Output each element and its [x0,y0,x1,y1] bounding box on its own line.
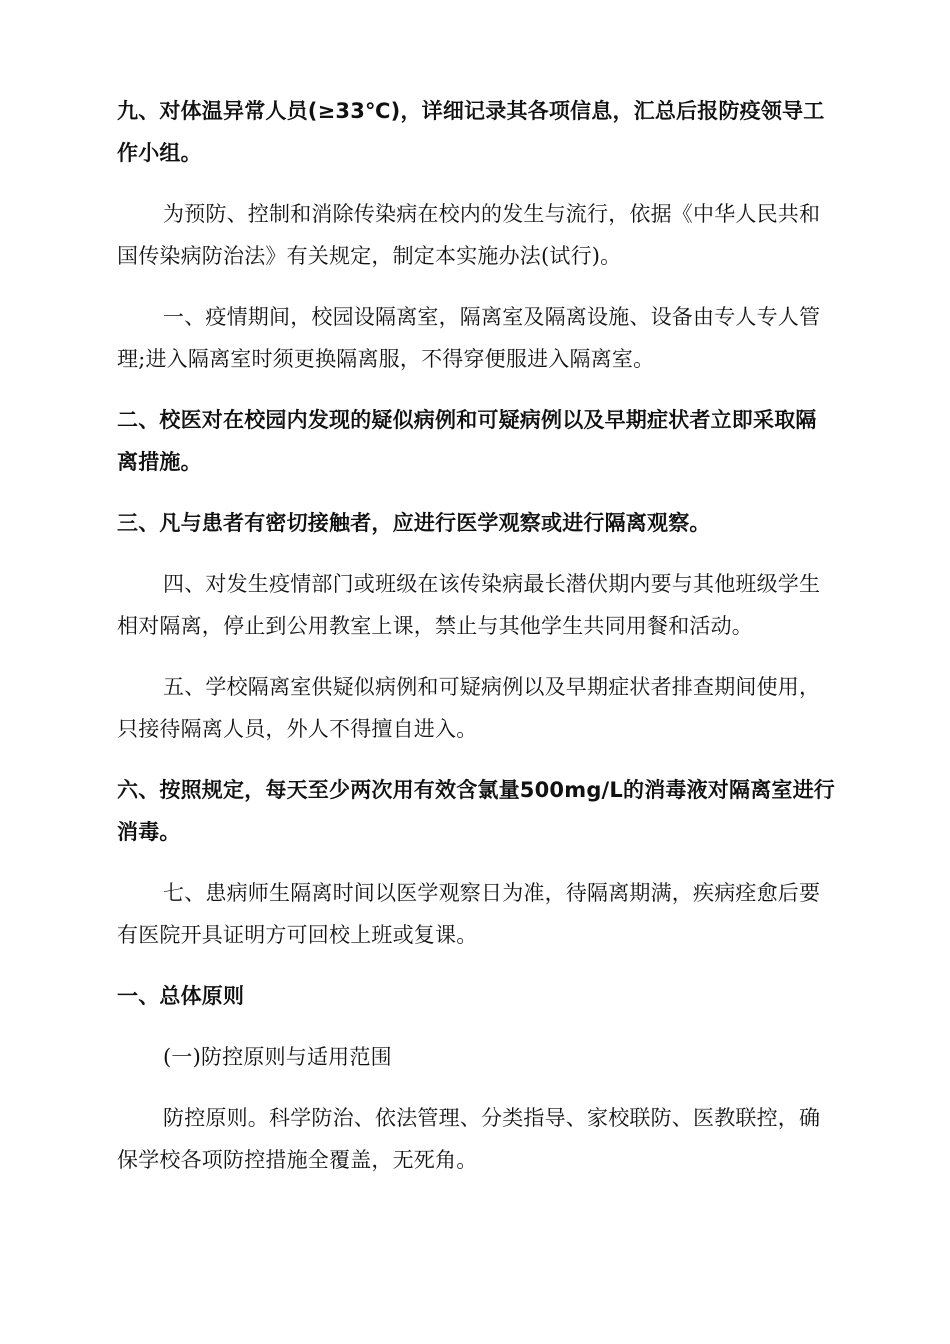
paragraph-item-four: 四、对发生疫情部门或班级在该传染病最长潜伏期内要与其他班级学生相对隔离，停止到公用教室上课，禁止与其他学生共同用餐和活动。 [117,572,821,638]
paragraph-item-six: 六、按照规定，每天至少两次用有效含氯量500mg/L的消毒液对隔离室进行消毒。 [117,778,835,844]
subheading-prevention-principles: (一)防控原则与适用范围 [163,1045,392,1069]
paragraph-item-five: 五、学校隔离室供疑似病例和可疑病例以及早期症状者排查期间使用，只接待隔离人员，外人不得擅自进入。 [117,675,821,741]
paragraph-item-three: 三、凡与患者有密切接触者，应进行医学观察或进行隔离观察。 [117,511,711,535]
document-body [117,90,837,1181]
paragraph-item-two: 二、校医对在校园内发现的疑似病例和可疑病例以及早期症状者立即采取隔离措施。 [117,408,817,474]
section-heading-general-principles: 一、总体原则 [117,984,245,1008]
paragraph-item-one: 一、疫情期间，校园设隔离室，隔离室及隔离设施、设备由专人专人管理;进入隔离室时须更换隔离服，不得穿便服进入隔离室。 [117,305,821,371]
paragraph-item-nine: 九、对体温异常人员(≥33℃)，详细记录其各项信息，汇总后报防疫领导工作小组。 [117,99,825,165]
paragraph-prevention-principles: 防控原则。科学防治、依法管理、分类指导、家校联防、医教联控，确保学校各项防控措施全覆盖，无死角。 [117,1106,821,1172]
paragraph-item-seven: 七、患病师生隔离时间以医学观察日为准，待隔离期满，疾病痊愈后要有医院开具证明方可回校上班或复课。 [117,881,821,947]
paragraph-intro: 为预防、控制和消除传染病在校内的发生与流行，依据《中华人民共和国传染病防治法》有关规定，制定本实施办法(试行)。 [117,202,821,268]
